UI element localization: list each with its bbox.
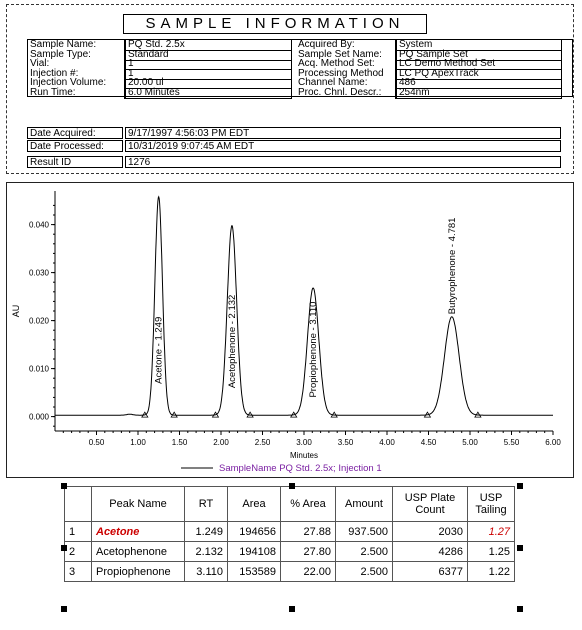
table-cell: Propiophenone (92, 562, 185, 582)
x-tick-label: 0.50 (88, 438, 105, 447)
selection-handle[interactable] (61, 545, 67, 551)
column-header: RT (185, 487, 228, 522)
table-row (65, 542, 515, 562)
x-tick-label: 5.50 (503, 438, 520, 447)
x-tick-label: 3.50 (337, 438, 354, 447)
peak-label: Propiophenone - 3.110 (308, 301, 320, 398)
info-value: 6.0 Minutes (125, 87, 292, 99)
table-cell: 6377 (393, 562, 468, 582)
table-cell: 27.88 (281, 522, 336, 542)
info-label: Run Time: (28, 87, 125, 99)
peak-label: Acetophenone - 2.132 (226, 294, 238, 389)
table-cell: 937.500 (336, 522, 393, 542)
info-value: PQ Std. 2.5x (125, 39, 292, 51)
sample-info-grid (27, 39, 573, 97)
info-value: 1 (125, 68, 292, 80)
info-label: Vial: (28, 58, 125, 70)
table-cell: 2.132 (185, 542, 228, 562)
info-label: Date Acquired: (27, 127, 123, 139)
column-header: Peak Name (92, 487, 185, 522)
column-header (65, 487, 92, 522)
table-cell: Acetone (92, 522, 185, 542)
info-label: Sample Name: (28, 39, 125, 51)
table-cell: 4286 (393, 542, 468, 562)
peak-table (64, 486, 515, 582)
info-label: Date Processed: (27, 140, 123, 152)
selection-handle[interactable] (61, 606, 67, 612)
info-value: 254nm (396, 87, 562, 99)
selection-handle[interactable] (517, 483, 523, 489)
y-tick-label: 0.010 (28, 364, 49, 374)
info-value: 1276 (125, 156, 561, 168)
info-label: Channel Name: (296, 77, 396, 89)
table-row (65, 562, 515, 582)
chromatogram-chart (7, 183, 573, 477)
info-label: Injection Volume: (28, 77, 125, 89)
info-value: 486 (396, 77, 562, 89)
table-cell: 194656 (228, 522, 281, 542)
info-label: Injection #: (28, 68, 125, 80)
table-cell: 2 (65, 542, 92, 562)
column-header: % Area (281, 487, 336, 522)
y-tick-label: 0.030 (28, 268, 49, 278)
selection-handle[interactable] (517, 545, 523, 551)
table-cell: 194108 (228, 542, 281, 562)
x-tick-label: 1.50 (171, 438, 188, 447)
info-value: 1 (125, 58, 292, 70)
x-tick-label: 6.00 (545, 438, 561, 447)
column-header: USP Tailing (468, 487, 515, 522)
table-cell: 2.500 (336, 542, 393, 562)
selection-handle[interactable] (289, 483, 295, 489)
info-label: Acq. Method Set: (296, 58, 396, 70)
info-label: Result ID (27, 156, 123, 168)
info-value: LC PQ ApexTrack (396, 68, 562, 80)
info-value: 10/31/2019 9:07:45 AM EDT (125, 140, 561, 152)
x-tick-label: 3.00 (296, 438, 312, 447)
table-cell: 3.110 (185, 562, 228, 582)
info-value: 9/17/1997 4:56:03 PM EDT (125, 127, 561, 139)
info-value: Standard (125, 49, 292, 61)
info-value: LC Demo Method Set (396, 58, 562, 70)
column-header: USP Plate Count (393, 487, 468, 522)
x-tick-label: 5.00 (462, 438, 478, 447)
chromatogram-panel (6, 182, 574, 478)
table-cell: 1.25 (468, 542, 515, 562)
y-tick-label: 0.040 (28, 220, 49, 230)
table-cell: 3 (65, 562, 92, 582)
chromatogram-trace (55, 197, 553, 415)
selection-handle[interactable] (289, 606, 295, 612)
table-cell: 27.80 (281, 542, 336, 562)
info-value: 20.00 ul (125, 77, 292, 89)
column-header: Area (228, 487, 281, 522)
x-tick-label: 4.00 (379, 438, 395, 447)
table-cell: 22.00 (281, 562, 336, 582)
info-label: Processing Method (296, 68, 396, 80)
info-label: Sample Set Name: (296, 49, 396, 61)
table-cell: 2030 (393, 522, 468, 542)
table-cell: 2.500 (336, 562, 393, 582)
x-tick-label: 2.00 (213, 438, 229, 447)
table-cell: 1.249 (185, 522, 228, 542)
table-cell: 1.22 (468, 562, 515, 582)
table-cell: 1.27 (468, 522, 515, 542)
y-tick-label: 0.000 (28, 412, 49, 422)
table-row (65, 522, 515, 542)
peak-label: Acetone - 1.249 (153, 316, 165, 384)
column-header: Amount (336, 487, 393, 522)
x-tick-label: 1.00 (130, 438, 146, 447)
sample-information-panel (6, 4, 574, 174)
table-cell: Acetophenone (92, 542, 185, 562)
selection-handle[interactable] (517, 606, 523, 612)
info-label: Acquired By: (296, 39, 396, 51)
panel-title: SAMPLE INFORMATION (123, 14, 427, 34)
info-value: PQ Sample Set (396, 49, 562, 61)
peak-label: Butyrophenone - 4.781 (446, 217, 458, 315)
table-cell: 1 (65, 522, 92, 542)
table-cell: 153589 (228, 562, 281, 582)
info-label: Sample Type: (28, 49, 125, 61)
selection-handle[interactable] (61, 483, 67, 489)
legend-label: SampleName PQ Std. 2.5x; Injection 1 (219, 463, 382, 474)
info-value: System (396, 39, 562, 51)
y-axis-label: AU (11, 304, 21, 318)
x-axis-label: Minutes (289, 451, 319, 460)
y-tick-label: 0.020 (28, 316, 49, 326)
x-tick-label: 4.50 (420, 438, 437, 447)
info-label: Proc. Chnl. Descr.: (296, 87, 396, 99)
x-tick-label: 2.50 (254, 438, 271, 447)
